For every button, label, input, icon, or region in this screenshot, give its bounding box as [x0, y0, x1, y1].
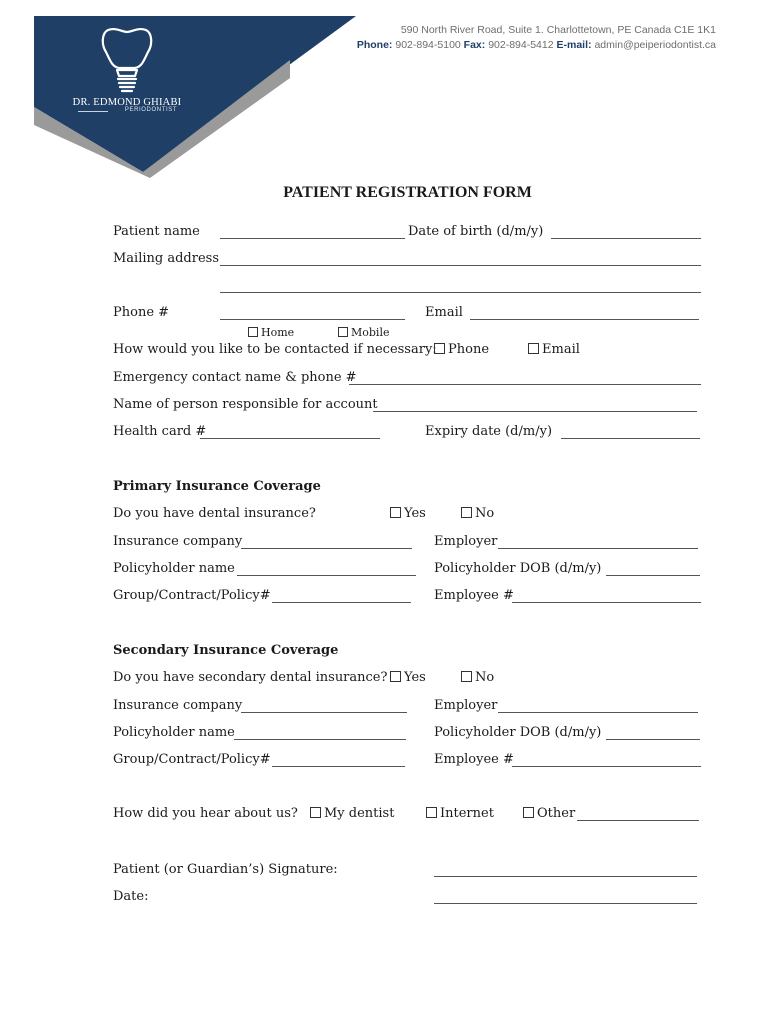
phone-number: 902-894-5100 [395, 39, 461, 51]
primary-yes-option[interactable] [390, 506, 426, 522]
primary-holder-dob-label: Policyholder DOB (d/m/y) [434, 561, 602, 576]
secondary-group-label: Group/Contract/Policy# [113, 752, 271, 767]
contact-phone-label: Phone [448, 342, 490, 357]
form-title: PATIENT REGISTRATION FORM [283, 184, 532, 201]
banner-navy-shape [34, 16, 356, 172]
secondary-company-label: Insurance company [113, 698, 243, 713]
contact-email-checkbox[interactable] [528, 343, 539, 354]
dob-field[interactable] [551, 238, 701, 239]
health-card-label: Health card # [113, 424, 207, 439]
mailing-address-field-2[interactable] [220, 292, 701, 293]
contact-email-option[interactable] [528, 342, 580, 358]
phone-label: Phone: [356, 39, 393, 51]
health-card-field[interactable] [200, 438, 380, 439]
referral-other-option[interactable] [523, 806, 575, 822]
mailing-address-field[interactable] [220, 265, 701, 266]
primary-insurance-question: Do you have dental insurance? [113, 506, 316, 521]
secondary-insurance-heading: Secondary Insurance Coverage [113, 643, 339, 658]
secondary-group-field[interactable] [272, 766, 405, 767]
primary-company-label: Insurance company [113, 534, 243, 549]
expiry-field[interactable] [561, 438, 700, 439]
primary-employer-label: Employer [434, 534, 498, 549]
patient-name-field[interactable] [220, 238, 405, 239]
email-address: admin@peiperiodontist.ca [594, 39, 716, 51]
referral-internet-label: Internet [440, 806, 494, 821]
secondary-employee-field[interactable] [512, 766, 701, 767]
doctor-name: DR. EDMOND GHIABI [72, 97, 182, 108]
primary-insurance-heading: Primary Insurance Coverage [113, 479, 321, 494]
secondary-no-label: No [475, 670, 495, 685]
referral-other-label: Other [537, 806, 576, 821]
responsible-person-field[interactable] [373, 411, 697, 412]
home-checkbox[interactable] [248, 327, 258, 337]
patient-name-label: Patient name [113, 224, 200, 239]
secondary-holder-name-field[interactable] [234, 739, 406, 740]
practice-contact-line [357, 39, 716, 51]
referral-question: How did you hear about us? [113, 806, 298, 821]
secondary-holder-dob-field[interactable] [606, 739, 700, 740]
primary-yes-label: Yes [404, 506, 426, 521]
contact-email-label: Email [542, 342, 580, 357]
contact-preference-label: How would you like to be contacted if necessary: [113, 342, 437, 357]
secondary-employee-label: Employee # [434, 752, 514, 767]
signature-field[interactable] [434, 876, 697, 877]
signature-label: Patient (or Guardian’s) Signature: [113, 862, 338, 877]
practice-address: 590 North River Road, Suite 1. Charlottetown, PE Canada C1E 1K1 [400, 24, 716, 36]
signature-date-field[interactable] [434, 903, 697, 904]
referral-internet-checkbox[interactable] [426, 807, 437, 818]
secondary-yes-label: Yes [404, 670, 426, 685]
responsible-person-label: Name of person responsible for account [113, 397, 378, 412]
contact-phone-option[interactable] [434, 342, 489, 358]
secondary-company-field[interactable] [241, 712, 407, 713]
referral-dentist-label: My dentist [324, 806, 395, 821]
mobile-checkbox[interactable] [338, 327, 348, 337]
doctor-specialty: PERIODONTIST [124, 107, 178, 113]
mailing-address-label: Mailing address [113, 251, 220, 266]
email-field-label: Email [425, 305, 463, 320]
expiry-label: Expiry date (d/m/y) [425, 424, 553, 439]
primary-employer-field[interactable] [498, 548, 698, 549]
secondary-no-option[interactable] [461, 670, 494, 686]
primary-no-label: No [475, 506, 495, 521]
primary-no-checkbox[interactable] [461, 507, 472, 518]
secondary-no-checkbox[interactable] [461, 671, 472, 682]
email-field[interactable] [470, 319, 699, 320]
home-option-label: Home [261, 326, 295, 339]
signature-date-label: Date: [113, 889, 149, 904]
referral-internet-option[interactable] [426, 806, 494, 822]
emergency-contact-field[interactable] [349, 384, 701, 385]
primary-holder-dob-field[interactable] [606, 575, 700, 576]
secondary-employer-field[interactable] [498, 712, 698, 713]
primary-employee-label: Employee # [434, 588, 514, 603]
secondary-holder-name-label: Policyholder name [113, 725, 235, 740]
secondary-employer-label: Employer [434, 698, 498, 713]
phone-label-field: Phone # [113, 305, 170, 320]
mobile-option[interactable] [338, 325, 389, 341]
secondary-insurance-question: Do you have secondary dental insurance? [113, 670, 388, 685]
dob-label: Date of birth (d/m/y) [408, 224, 544, 239]
contact-phone-checkbox[interactable] [434, 343, 445, 354]
primary-holder-name-label: Policyholder name [113, 561, 235, 576]
primary-yes-checkbox[interactable] [390, 507, 401, 518]
secondary-holder-dob-label: Policyholder DOB (d/m/y) [434, 725, 602, 740]
referral-other-field[interactable] [577, 820, 699, 821]
primary-company-field[interactable] [241, 548, 412, 549]
fax-label: Fax: [463, 39, 486, 51]
email-label: E-mail: [556, 39, 592, 51]
emergency-contact-label: Emergency contact name & phone # [113, 370, 357, 385]
fax-number: 902-894-5412 [488, 39, 554, 51]
primary-no-option[interactable] [461, 506, 494, 522]
secondary-yes-option[interactable] [390, 670, 426, 686]
phone-field[interactable] [220, 319, 405, 320]
primary-employee-field[interactable] [512, 602, 701, 603]
mobile-option-label: Mobile [351, 326, 390, 339]
primary-group-label: Group/Contract/Policy# [113, 588, 271, 603]
primary-group-field[interactable] [272, 602, 411, 603]
referral-dentist-checkbox[interactable] [310, 807, 321, 818]
primary-holder-name-field[interactable] [237, 575, 416, 576]
home-option[interactable] [248, 325, 294, 341]
referral-dentist-option[interactable] [310, 806, 394, 822]
secondary-yes-checkbox[interactable] [390, 671, 401, 682]
referral-other-checkbox[interactable] [523, 807, 534, 818]
